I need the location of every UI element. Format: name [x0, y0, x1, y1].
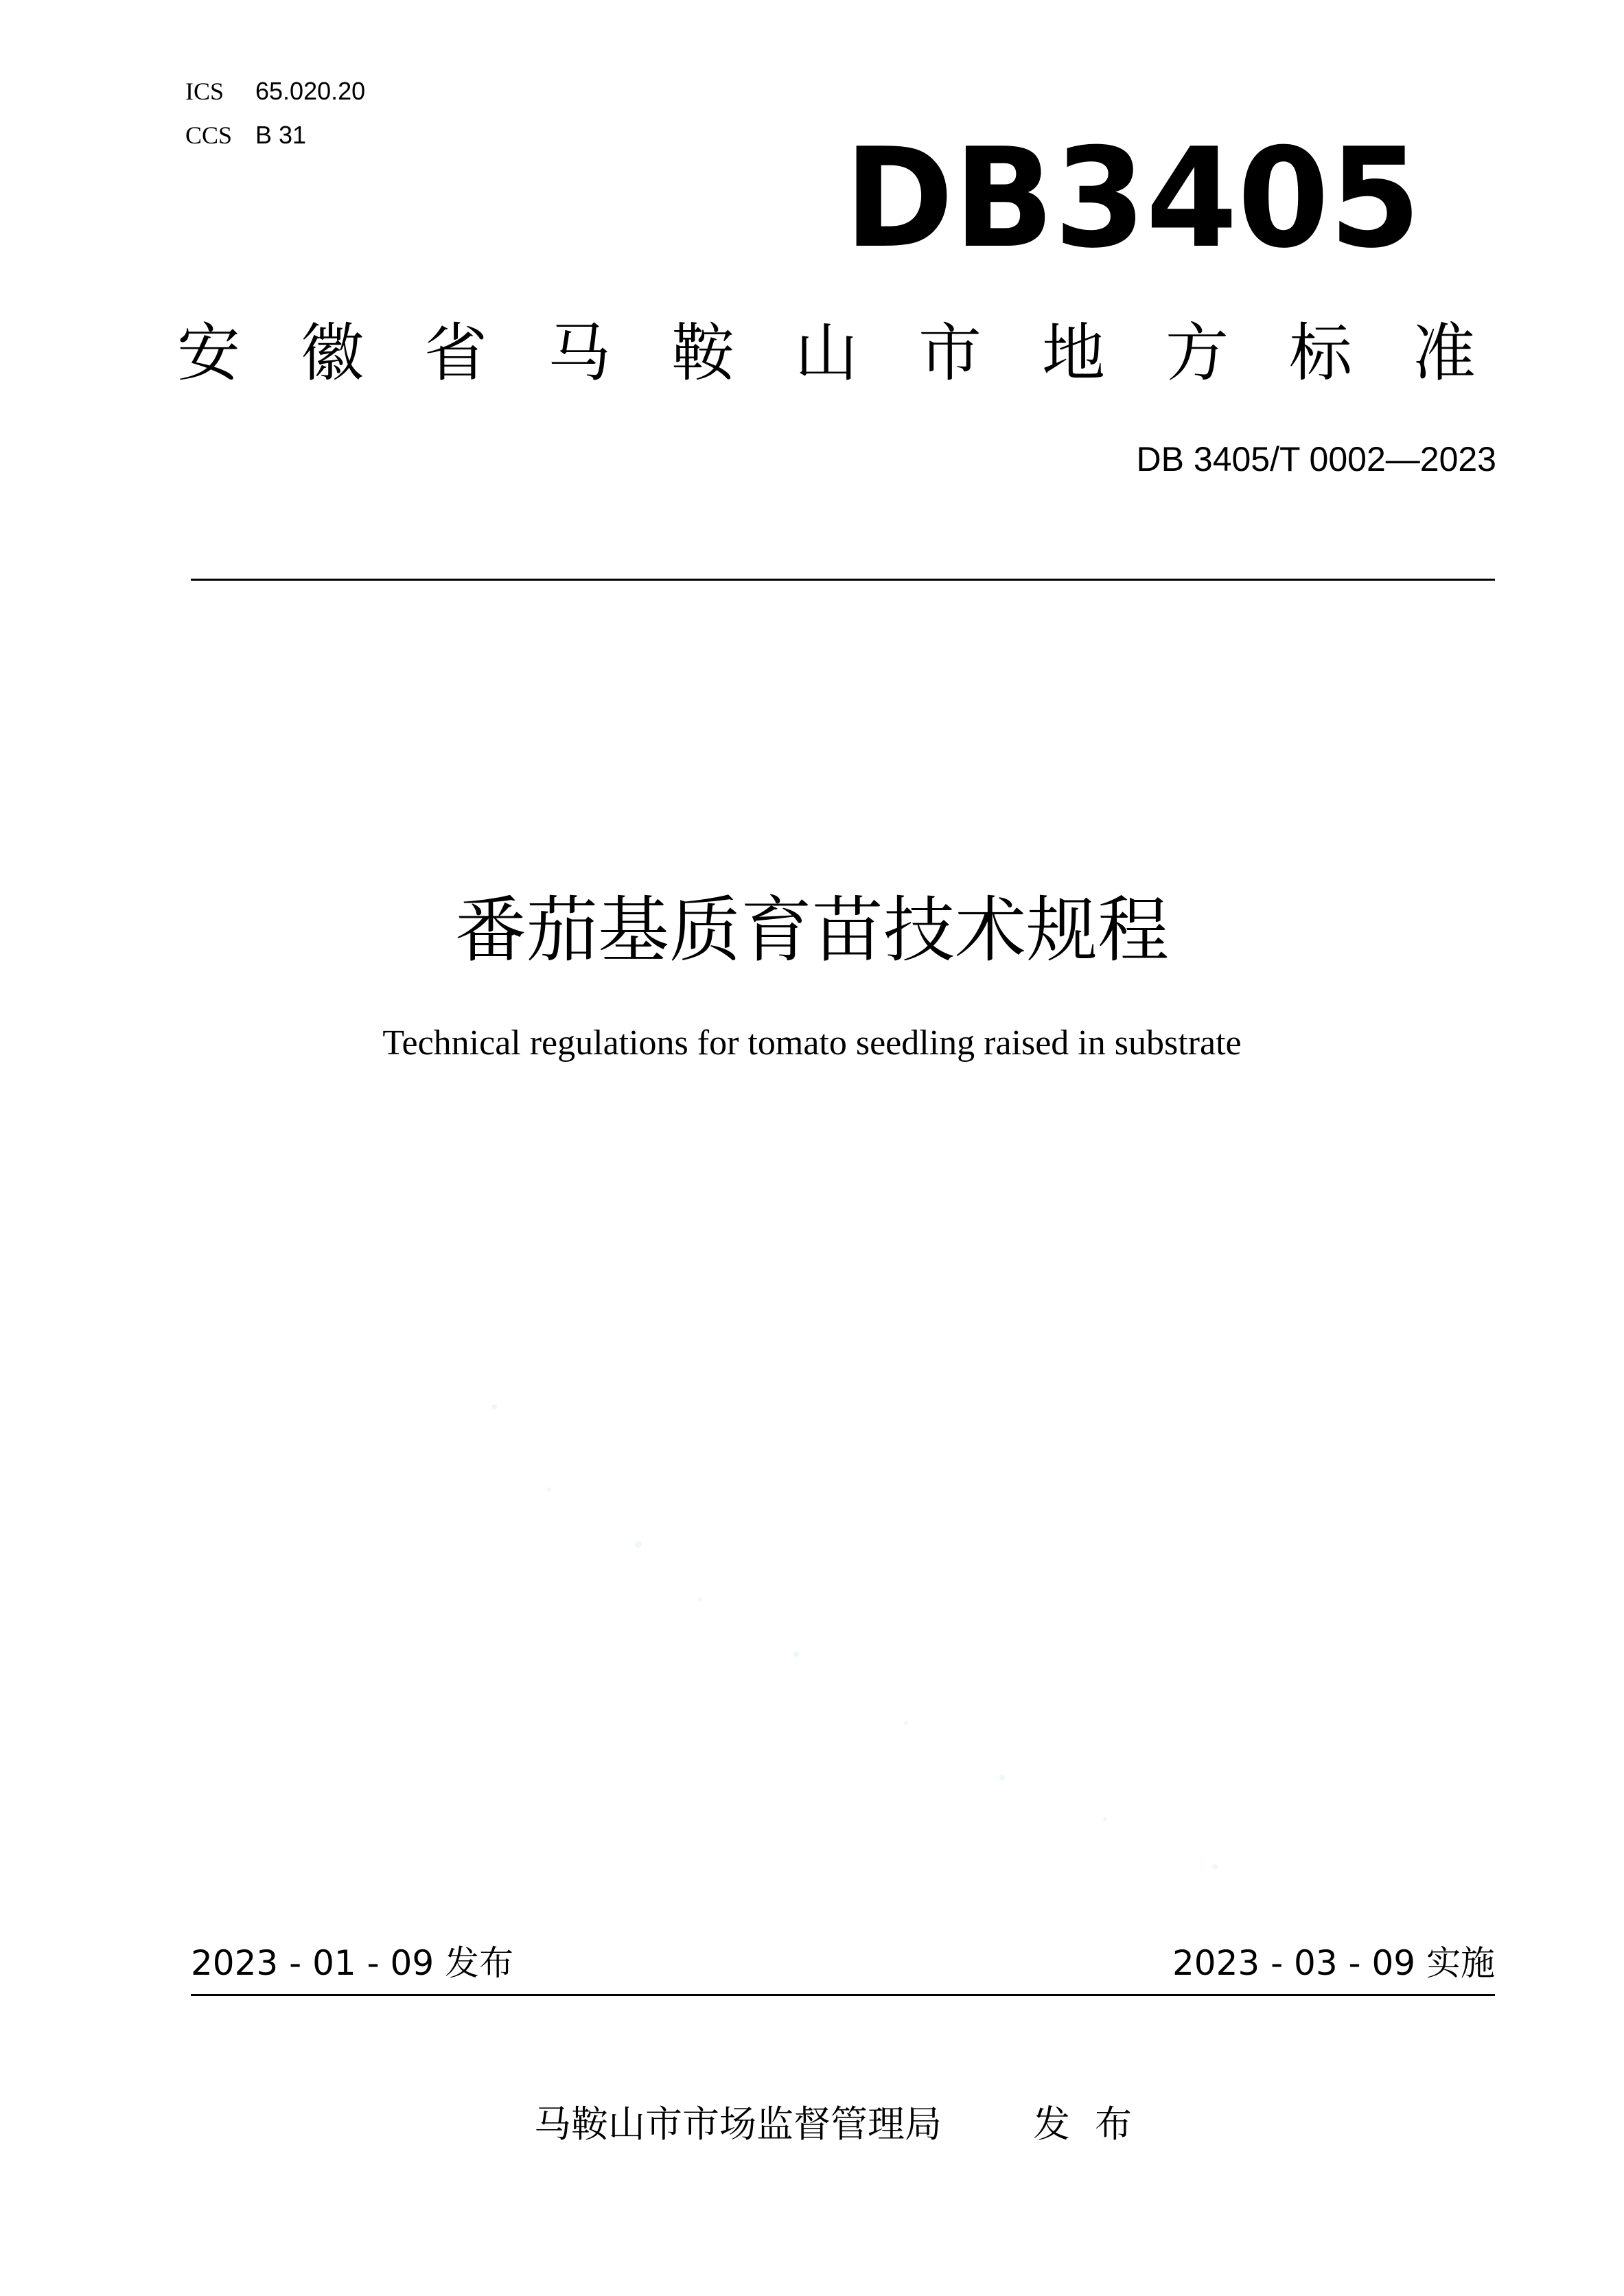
- publish-label: 发布: [1033, 2102, 1157, 2146]
- ics-label: ICS: [185, 78, 224, 105]
- document-title-en: Technical regulations for tomato seedling raised in substrate: [382, 1023, 1242, 1063]
- db-mark: DB3405: [844, 119, 1422, 279]
- top-divider: [191, 579, 1495, 581]
- ccs-label: CCS: [185, 121, 233, 149]
- watermark-image: [412, 1338, 1304, 1888]
- ccs-code: [185, 121, 306, 150]
- bottom-divider: [191, 1994, 1495, 1996]
- implementation-date: 2023 - 03 - 09 实施: [1172, 1943, 1495, 1983]
- issue-date: 2023 - 01 - 09 发布: [191, 1943, 514, 1983]
- document-title-cn: 番茄基质育苗技术规程: [454, 888, 1169, 972]
- standard-type-heading: 安徽省马鞍山市地方标准: [177, 316, 1537, 390]
- ics-code: [185, 77, 365, 106]
- standard-number: DB 3405/T 0002—2023: [1136, 440, 1496, 478]
- ccs-value: B 31: [255, 121, 307, 149]
- publisher-name: 马鞍山市市场监督管理局: [534, 2102, 942, 2146]
- ics-value: 65.020.20: [255, 77, 366, 105]
